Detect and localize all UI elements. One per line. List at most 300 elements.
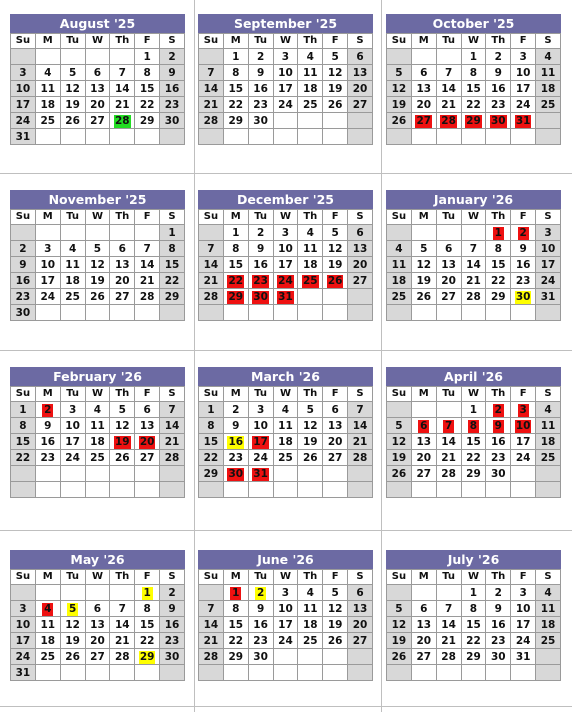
day-cell <box>461 633 486 649</box>
day-cell <box>298 434 323 450</box>
day-cell <box>511 649 536 665</box>
empty-cell <box>11 225 36 241</box>
day-number: 8 <box>232 602 240 615</box>
weekday-header: S <box>160 34 185 49</box>
day-cell <box>273 601 298 617</box>
day-cell <box>35 113 60 129</box>
month-title: April '26 <box>386 367 561 386</box>
day-number: 18 <box>540 82 556 95</box>
weekday-header: Su <box>387 210 412 225</box>
day-number: 13 <box>441 258 456 271</box>
day-number: 18 <box>65 274 80 287</box>
day-number: 17 <box>515 435 531 448</box>
day-number: 29 <box>164 290 180 303</box>
weekday-header: S <box>536 34 561 49</box>
day-number: 21 <box>203 634 219 647</box>
highlighted-day-number: 6 <box>420 419 428 432</box>
day-number: 18 <box>278 435 293 448</box>
weekday-header: M <box>223 570 248 585</box>
day-cell <box>248 450 273 466</box>
day-number: 30 <box>253 650 268 663</box>
day-number: 5 <box>331 226 339 239</box>
weekday-header: Tu <box>60 570 85 585</box>
highlighted-day-number: 28 <box>114 114 130 127</box>
empty-cell <box>298 289 323 305</box>
day-cell <box>223 466 248 482</box>
day-cell <box>486 49 511 65</box>
day-cell <box>461 241 486 257</box>
highlighted-day-number: 2 <box>519 226 527 239</box>
day-cell <box>135 113 160 129</box>
day-number: 13 <box>90 82 105 95</box>
day-cell <box>135 289 160 305</box>
day-number: 14 <box>139 258 155 271</box>
day-cell <box>411 601 436 617</box>
day-number: 3 <box>19 602 27 615</box>
day-cell <box>11 289 36 305</box>
empty-cell <box>511 482 536 498</box>
day-cell <box>135 633 160 649</box>
day-number: 19 <box>391 98 407 111</box>
day-cell <box>348 49 373 65</box>
day-number: 1 <box>207 403 215 416</box>
day-cell <box>85 601 110 617</box>
empty-cell <box>199 585 224 601</box>
empty-cell <box>461 305 486 321</box>
day-cell <box>387 81 412 97</box>
day-number: 3 <box>68 403 77 416</box>
empty-cell <box>323 289 348 305</box>
day-cell <box>511 585 536 601</box>
day-number: 9 <box>494 66 502 79</box>
empty-cell <box>85 585 110 601</box>
day-number: 16 <box>253 258 268 271</box>
day-number: 16 <box>164 618 180 631</box>
day-number: 10 <box>540 242 556 255</box>
day-cell <box>436 65 461 81</box>
day-cell <box>35 65 60 81</box>
day-number: 8 <box>469 602 478 615</box>
weekday-header: Su <box>11 387 36 402</box>
day-number: 10 <box>515 66 531 79</box>
empty-cell <box>323 113 348 129</box>
day-cell <box>298 617 323 633</box>
day-cell <box>223 585 248 601</box>
empty-cell <box>11 466 36 482</box>
day-number: 8 <box>494 242 502 255</box>
day-number: 15 <box>203 435 219 448</box>
day-number: 27 <box>416 650 432 663</box>
day-number: 24 <box>65 451 80 464</box>
day-cell <box>511 418 536 434</box>
day-cell <box>160 273 185 289</box>
column-divider <box>194 0 195 712</box>
day-cell <box>248 585 273 601</box>
day-number: 13 <box>416 82 432 95</box>
day-cell <box>486 601 511 617</box>
day-cell <box>486 649 511 665</box>
day-cell <box>461 649 486 665</box>
day-cell <box>348 65 373 81</box>
day-number: 16 <box>164 82 180 95</box>
day-cell <box>348 418 373 434</box>
day-cell <box>35 617 60 633</box>
empty-cell <box>348 482 373 498</box>
day-cell <box>461 273 486 289</box>
day-cell <box>11 601 36 617</box>
empty-cell <box>536 665 561 681</box>
day-number: 3 <box>281 226 290 239</box>
empty-cell <box>436 482 461 498</box>
day-number: 4 <box>68 242 77 255</box>
day-number: 4 <box>93 403 102 416</box>
weekday-header: Th <box>298 570 323 585</box>
day-cell <box>110 289 135 305</box>
empty-cell <box>135 482 160 498</box>
day-number: 15 <box>139 82 155 95</box>
day-cell <box>411 649 436 665</box>
day-cell <box>348 434 373 450</box>
day-number: 7 <box>168 403 176 416</box>
day-number: 10 <box>15 618 31 631</box>
empty-cell <box>85 466 110 482</box>
day-cell <box>135 418 160 434</box>
day-number: 2 <box>256 50 265 63</box>
day-number: 13 <box>114 258 130 271</box>
empty-cell <box>436 129 461 145</box>
day-number: 24 <box>278 98 293 111</box>
day-number: 2 <box>168 586 176 599</box>
day-cell <box>461 81 486 97</box>
highlighted-day-number: 31 <box>253 467 268 480</box>
day-cell <box>461 434 486 450</box>
day-number: 17 <box>278 618 293 631</box>
day-cell <box>536 49 561 65</box>
month-title: January '26 <box>386 190 561 209</box>
day-number: 20 <box>352 618 368 631</box>
day-cell <box>223 241 248 257</box>
empty-cell <box>85 129 110 145</box>
day-cell <box>223 434 248 450</box>
empty-cell <box>35 482 60 498</box>
day-cell <box>511 601 536 617</box>
weekday-header: F <box>135 210 160 225</box>
day-number: 7 <box>356 403 364 416</box>
weekday-header: Tu <box>248 34 273 49</box>
day-cell <box>387 649 412 665</box>
day-cell <box>199 633 224 649</box>
empty-cell <box>536 129 561 145</box>
day-number: 27 <box>352 98 368 111</box>
day-cell <box>248 113 273 129</box>
day-number: 7 <box>118 602 126 615</box>
empty-cell <box>536 466 561 482</box>
highlighted-day-number: 1 <box>232 586 240 599</box>
day-cell <box>223 601 248 617</box>
empty-cell <box>60 665 85 681</box>
day-number: 11 <box>302 602 318 615</box>
day-cell <box>323 418 348 434</box>
month-title: March '26 <box>198 367 373 386</box>
weekday-header: S <box>348 570 373 585</box>
day-cell <box>160 633 185 649</box>
day-number: 19 <box>65 634 80 647</box>
month-calendar <box>10 550 185 681</box>
month-title: May '26 <box>10 550 185 569</box>
day-cell <box>387 257 412 273</box>
day-cell <box>273 273 298 289</box>
empty-cell <box>199 305 224 321</box>
day-cell <box>135 97 160 113</box>
day-cell <box>223 289 248 305</box>
day-cell <box>135 601 160 617</box>
day-number: 1 <box>469 50 478 63</box>
day-cell <box>160 601 185 617</box>
day-cell <box>273 81 298 97</box>
day-cell <box>60 633 85 649</box>
highlighted-day-number: 2 <box>494 403 502 416</box>
day-number: 23 <box>490 634 506 647</box>
day-number: 10 <box>253 419 268 432</box>
empty-cell <box>411 585 436 601</box>
day-cell <box>536 81 561 97</box>
weekday-header: S <box>160 570 185 585</box>
day-cell <box>160 402 185 418</box>
day-cell <box>298 402 323 418</box>
day-cell <box>536 450 561 466</box>
day-number: 22 <box>466 451 481 464</box>
empty-cell <box>536 649 561 665</box>
weekday-header: F <box>511 34 536 49</box>
day-cell <box>11 65 36 81</box>
day-number: 4 <box>306 50 314 63</box>
day-cell <box>35 257 60 273</box>
day-number: 26 <box>65 650 80 663</box>
empty-cell <box>298 649 323 665</box>
weekday-header: Th <box>110 570 135 585</box>
day-cell <box>35 241 60 257</box>
day-number: 3 <box>281 50 290 63</box>
day-number: 25 <box>65 290 80 303</box>
day-number: 2 <box>256 226 265 239</box>
day-cell <box>511 81 536 97</box>
day-number: 17 <box>540 258 556 271</box>
day-cell <box>273 225 298 241</box>
day-cell <box>461 617 486 633</box>
empty-cell <box>411 482 436 498</box>
day-number: 21 <box>203 274 219 287</box>
day-cell <box>248 225 273 241</box>
day-number: 4 <box>306 226 314 239</box>
day-number: 9 <box>519 242 527 255</box>
weekday-header: W <box>461 34 486 49</box>
day-number: 11 <box>278 419 293 432</box>
empty-cell <box>323 466 348 482</box>
day-cell <box>461 65 486 81</box>
day-cell <box>536 257 561 273</box>
day-number: 10 <box>515 602 531 615</box>
day-number: 8 <box>143 602 151 615</box>
day-cell <box>348 273 373 289</box>
weekday-header: F <box>135 387 160 402</box>
weekday-header: M <box>223 210 248 225</box>
day-cell <box>436 273 461 289</box>
row-divider <box>0 530 572 531</box>
empty-cell <box>387 665 412 681</box>
month-title: July '26 <box>386 550 561 569</box>
day-number: 6 <box>444 242 453 255</box>
day-cell <box>223 81 248 97</box>
day-cell <box>273 585 298 601</box>
day-cell <box>323 225 348 241</box>
day-cell <box>298 81 323 97</box>
day-cell <box>223 113 248 129</box>
day-cell <box>486 225 511 241</box>
day-number: 20 <box>90 98 105 111</box>
day-cell <box>11 450 36 466</box>
day-cell <box>348 585 373 601</box>
empty-cell <box>411 665 436 681</box>
empty-cell <box>323 305 348 321</box>
day-cell <box>411 617 436 633</box>
day-cell <box>11 113 36 129</box>
day-number: 20 <box>416 634 432 647</box>
day-cell <box>110 434 135 450</box>
day-number: 19 <box>90 274 105 287</box>
day-number: 19 <box>391 634 407 647</box>
day-number: 21 <box>441 98 456 111</box>
empty-cell <box>486 665 511 681</box>
day-cell <box>85 113 110 129</box>
day-cell <box>273 617 298 633</box>
day-cell <box>35 97 60 113</box>
empty-cell <box>348 129 373 145</box>
highlighted-day-number: 29 <box>228 290 244 303</box>
day-number: 26 <box>327 634 343 647</box>
day-number: 26 <box>90 290 105 303</box>
day-cell <box>199 450 224 466</box>
empty-cell <box>35 305 60 321</box>
day-cell <box>387 289 412 305</box>
month-calendar <box>10 190 185 321</box>
day-cell <box>486 466 511 482</box>
day-cell <box>511 633 536 649</box>
day-cell <box>199 601 224 617</box>
day-cell <box>110 617 135 633</box>
day-cell <box>199 81 224 97</box>
day-cell <box>248 257 273 273</box>
day-cell <box>223 257 248 273</box>
empty-cell <box>110 129 135 145</box>
weekday-header: S <box>536 570 561 585</box>
day-number: 30 <box>253 114 268 127</box>
day-cell <box>223 418 248 434</box>
day-cell <box>461 49 486 65</box>
day-cell <box>11 665 36 681</box>
empty-cell <box>35 466 60 482</box>
day-number: 1 <box>168 226 176 239</box>
weekday-header: Tu <box>436 210 461 225</box>
day-cell <box>461 257 486 273</box>
row-divider <box>0 706 572 707</box>
day-cell <box>135 49 160 65</box>
day-number: 23 <box>15 290 31 303</box>
day-number: 23 <box>490 451 506 464</box>
empty-cell <box>223 305 248 321</box>
empty-cell <box>486 129 511 145</box>
empty-cell <box>298 305 323 321</box>
day-cell <box>35 633 60 649</box>
day-cell <box>273 402 298 418</box>
empty-cell <box>323 665 348 681</box>
day-cell <box>511 450 536 466</box>
weekday-header: Th <box>298 34 323 49</box>
day-number: 29 <box>466 467 481 480</box>
day-cell <box>348 97 373 113</box>
empty-cell <box>160 305 185 321</box>
weekday-header: Th <box>110 387 135 402</box>
day-number: 8 <box>469 66 478 79</box>
day-cell <box>411 257 436 273</box>
highlighted-day-number: 9 <box>494 419 502 432</box>
day-cell <box>461 289 486 305</box>
empty-cell <box>511 305 536 321</box>
day-number: 12 <box>327 602 343 615</box>
day-number: 13 <box>352 66 368 79</box>
day-number: 8 <box>232 66 240 79</box>
highlighted-day-number: 31 <box>278 290 293 303</box>
empty-cell <box>160 466 185 482</box>
empty-cell <box>160 129 185 145</box>
day-number: 28 <box>203 114 219 127</box>
day-cell <box>135 81 160 97</box>
empty-cell <box>387 585 412 601</box>
day-number: 24 <box>40 290 56 303</box>
month-calendar <box>10 367 185 498</box>
month-calendar <box>198 550 373 681</box>
day-number: 25 <box>40 650 56 663</box>
weekday-header: Th <box>110 34 135 49</box>
day-number: 14 <box>114 618 130 631</box>
day-cell <box>11 273 36 289</box>
day-number: 6 <box>93 66 102 79</box>
day-number: 1 <box>469 586 478 599</box>
day-cell <box>436 617 461 633</box>
empty-cell <box>348 649 373 665</box>
empty-cell <box>436 49 461 65</box>
month-title: December '25 <box>198 190 373 209</box>
highlighted-day-number: 25 <box>302 274 318 287</box>
day-number: 28 <box>139 290 155 303</box>
empty-cell <box>223 665 248 681</box>
empty-cell <box>348 665 373 681</box>
day-cell <box>60 601 85 617</box>
day-number: 18 <box>90 435 105 448</box>
month-title: September '25 <box>198 14 373 33</box>
day-number: 11 <box>540 419 556 432</box>
month-calendar <box>386 550 561 681</box>
day-number: 30 <box>490 467 506 480</box>
day-cell <box>536 241 561 257</box>
empty-cell <box>536 305 561 321</box>
weekday-header: F <box>323 210 348 225</box>
weekday-header: W <box>461 570 486 585</box>
day-cell <box>273 65 298 81</box>
day-cell <box>199 434 224 450</box>
month-table <box>198 386 373 498</box>
day-cell <box>323 601 348 617</box>
weekday-header: Su <box>11 570 36 585</box>
